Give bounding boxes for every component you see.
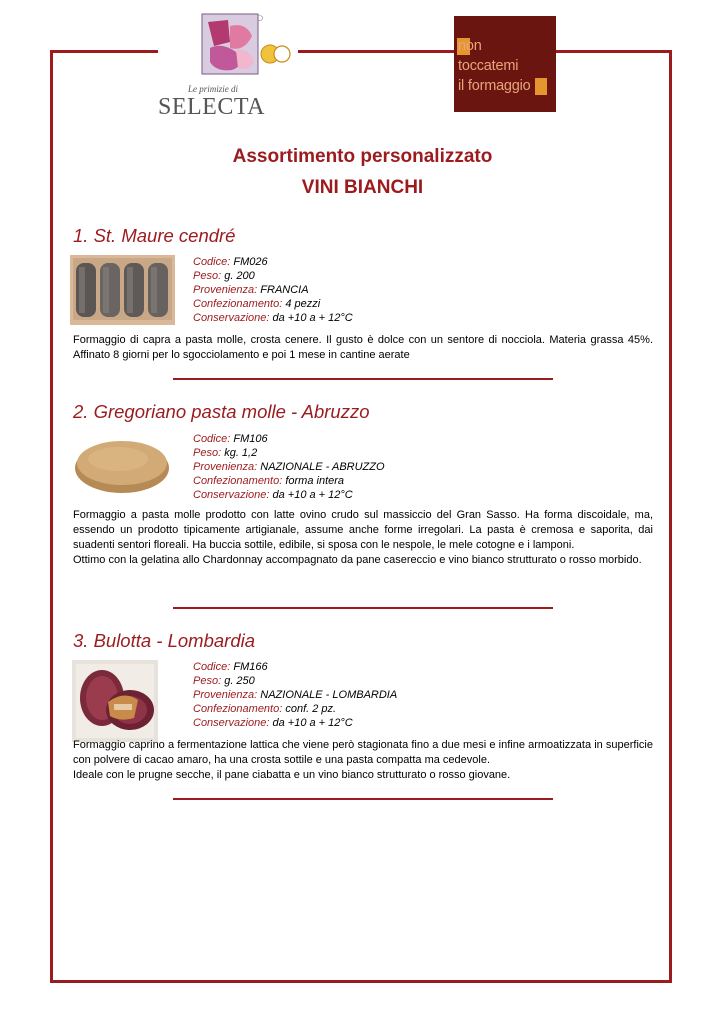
product-3-specs: Codice: FM166 Peso: g. 250 Provenienza: NAZIONALE - LOMBARDIA Confezionamento: conf. 2 pz. Conservazione: da +10 a + 12°C — [193, 661, 398, 729]
product-2-description: Formaggio a pasta molle prodotto con latte ovino crudo sul massiccio del Gran Sasso. Ha forma discoidale, ma, essendo un prodotto tipicamente artigianale, assume anche forme irregolari. La pasta è cremosa e saporita, dai suadenti sentori floreali. Ha buccia sottile, edibile, si sposa con le nespole, le mele cotogne e i lamponi. Ottimo con la gelatina allo Chardonnay accompagnato da pane casereccio e vino bianco strutturato o rosso morbido. — [73, 509, 653, 566]
separator — [173, 798, 553, 800]
logo-right-line1: non — [458, 38, 482, 54]
page-subtitle: VINI BIANCHI — [301, 177, 424, 198]
product-3-description: Formaggio caprino a fermentazione lattica che viene però stagionata fino a due mesi e infine armoatizzata in superficie con polvere di cacao amaro, ha una crosta sottile e una pasta compatta ma cedevole. Ideale con le prugne secche, il pane ciabatta e un vino bianco strutturato o rosso giovane. — [73, 739, 653, 781]
brand-name: SELECTA — [158, 94, 265, 120]
selecta-emblem-icon — [158, 12, 298, 84]
product-1-image — [70, 255, 175, 325]
non-toccatemi-logo — [454, 16, 556, 112]
product-1-specs: Codice: FM026 Peso: g. 200 Provenienza: FRANCIA Confezionamento: 4 pezzi Conservazione: da +10 a + 12°C — [193, 256, 353, 324]
product-1-title: 1. St. Maure cendré — [73, 225, 236, 246]
logo-right-line3: il formaggio — [458, 78, 531, 94]
product-2-specs: Codice: FM106 Peso: kg. 1,2 Provenienza: NAZIONALE - ABRUZZO Confezionamento: forma intera Conservazione: da +10 a + 12°C — [193, 433, 385, 501]
product-2-title: 2. Gregoriano pasta molle - Abruzzo — [73, 401, 370, 422]
separator — [173, 607, 553, 609]
product-3-title: 3. Bulotta - Lombardia — [73, 630, 256, 651]
separator — [173, 378, 553, 380]
product-1-description: Formaggio di capra a pasta molle, crosta cenere. Il gusto è dolce con un sentore di nocciola. Materia grassa 45%. Affinato 8 giorni per lo sgocciolamento e poi 1 mese in cantine aerate — [73, 334, 653, 361]
page-title: Assortimento personalizzato — [232, 146, 493, 167]
logo-right-line2: toccatemi — [458, 58, 519, 74]
brand-tagline: Le primizie di — [187, 84, 238, 94]
product-3-image — [72, 660, 158, 742]
selecta-logo — [158, 12, 298, 120]
product-2-image — [72, 432, 172, 497]
